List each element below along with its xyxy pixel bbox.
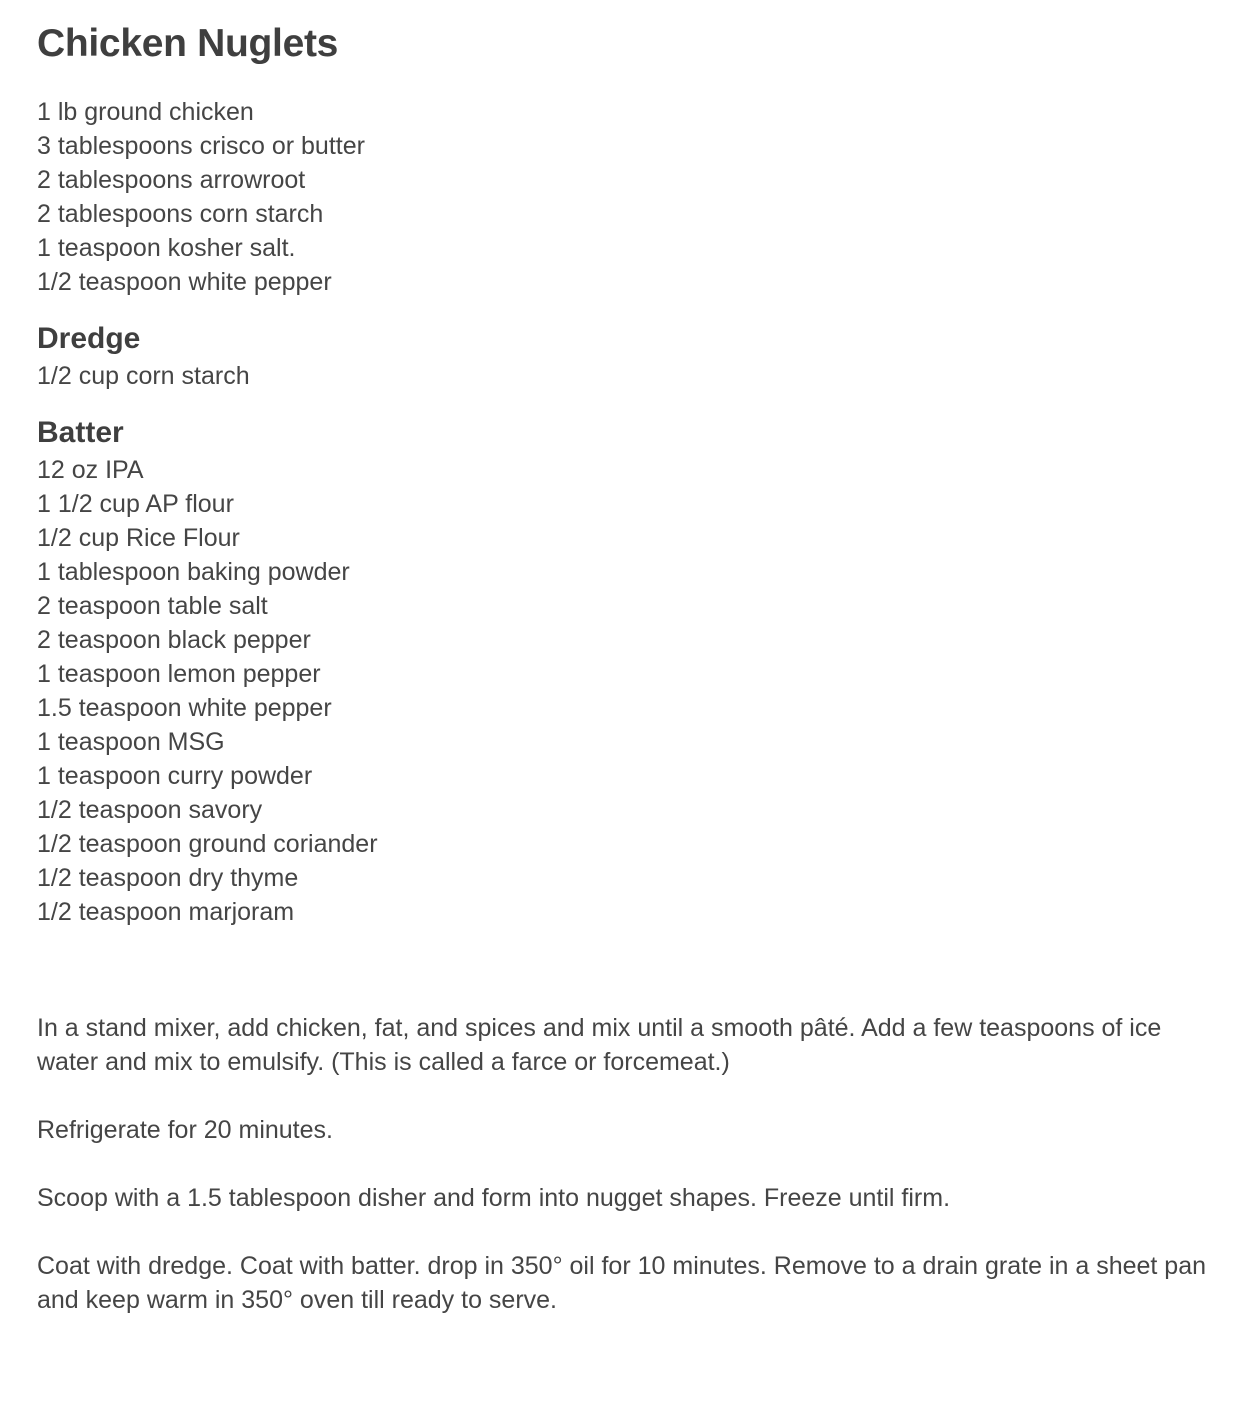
instruction-step: Coat with dredge. Coat with batter. drop in 350° oil for 10 minutes. Remove to a drain grate in a sheet pan and keep warm in 350° oven till ready to serve. xyxy=(37,1252,1207,1314)
instruction-step: Refrigerate for 20 minutes. xyxy=(37,1116,333,1144)
instruction-step: Scoop with a 1.5 tablespoon disher and form into nugget shapes. Freeze until firm. xyxy=(37,1184,951,1212)
list-item: 1/2 teaspoon savory xyxy=(37,796,263,824)
list-item: 1/2 teaspoon ground coriander xyxy=(37,830,378,858)
list-item: 3 tablespoons crisco or butter xyxy=(37,132,365,160)
instructions xyxy=(37,1011,1217,1317)
list-item: 1.5 teaspoon white pepper xyxy=(37,694,332,722)
batter-heading: Batter xyxy=(37,416,124,449)
list-item: 1/2 teaspoon marjoram xyxy=(37,898,295,926)
list-item: 1 1/2 cup AP flour xyxy=(37,490,234,518)
ingredients-list xyxy=(37,95,1217,299)
list-item: 1 lb ground chicken xyxy=(37,98,254,126)
instruction-step: In a stand mixer, add chicken, fat, and spices and mix until a smooth pâté. Add a few teaspoons of ice water and mix to emulsify. (This is called a farce or forcemeat.) xyxy=(37,1014,1162,1076)
list-item: 1 teaspoon kosher salt. xyxy=(37,234,296,262)
batter-list xyxy=(37,453,1217,929)
list-item: 12 oz IPA xyxy=(37,456,144,484)
note-body[interactable] xyxy=(37,0,1217,1317)
list-item: 1 teaspoon curry powder xyxy=(37,762,313,790)
dredge-heading: Dredge xyxy=(37,322,141,355)
list-item: 2 tablespoons arrowroot xyxy=(37,166,306,194)
note-title: Chicken Nuglets xyxy=(37,22,339,65)
list-item: 2 teaspoon table salt xyxy=(37,592,268,620)
list-item: 1 teaspoon MSG xyxy=(37,728,225,756)
list-item: 2 tablespoons corn starch xyxy=(37,200,324,228)
list-item: 1/2 teaspoon white pepper xyxy=(37,268,332,296)
list-item: 1/2 teaspoon dry thyme xyxy=(37,864,299,892)
list-item: 1 tablespoon baking powder xyxy=(37,558,350,586)
list-item: 2 teaspoon black pepper xyxy=(37,626,311,654)
list-item: 1/2 cup corn starch xyxy=(37,362,250,390)
list-item: 1/2 cup Rice Flour xyxy=(37,524,240,552)
dredge-list xyxy=(37,359,1217,393)
list-item: 1 teaspoon lemon pepper xyxy=(37,660,321,688)
